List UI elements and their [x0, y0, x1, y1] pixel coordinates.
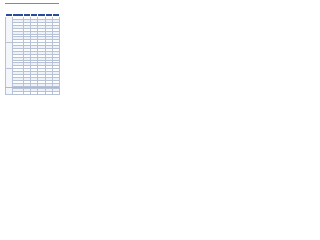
table-cell: [45, 92, 52, 95]
spec-table: [5, 13, 60, 95]
header-rule: [5, 3, 59, 4]
table-cell: [31, 92, 38, 95]
table-cell: [52, 92, 59, 95]
intro-paragraph: [5, 8, 59, 11]
table-cell: [24, 92, 31, 95]
document-page: [0, 0, 64, 91]
table-row: [6, 92, 60, 95]
group-label-cell: [6, 69, 13, 95]
footer-rule: [5, 87, 59, 88]
table-cell: [38, 92, 45, 95]
intro-line: [5, 10, 59, 12]
group-label-cell: [6, 17, 13, 43]
group-label-cell: [6, 43, 13, 69]
table-cell: [13, 92, 24, 95]
